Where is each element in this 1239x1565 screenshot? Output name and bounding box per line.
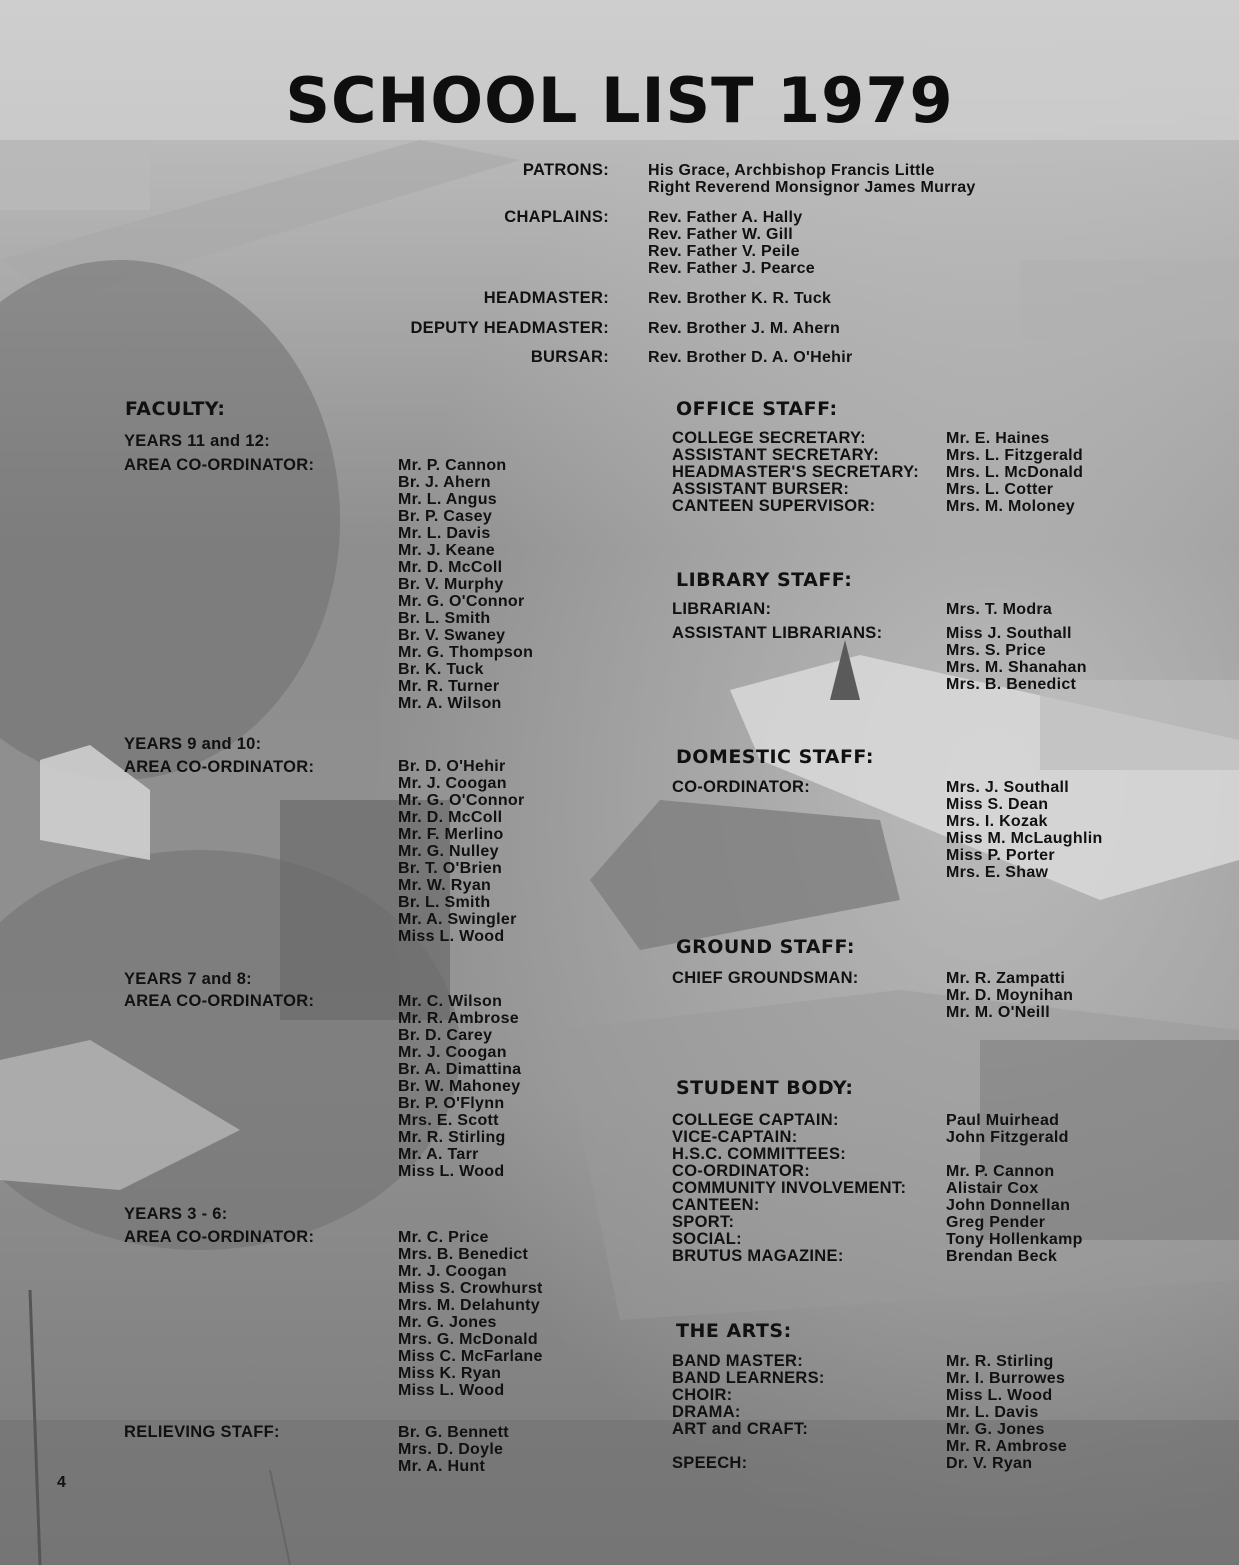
staff-name: Mr. M. O'Neill — [946, 1004, 1051, 1021]
role-label: DRAMA: — [672, 1403, 741, 1421]
years-11-12-staff-list — [398, 457, 533, 712]
faculty-heading: FACULTY: — [125, 398, 226, 420]
chaplain-name: Rev. Father J. Pearce — [648, 260, 815, 277]
staff-name: Mr. E. Haines — [946, 430, 1050, 447]
staff-name: Mr. A. Swingler — [398, 911, 517, 928]
staff-name: Miss S. Crowhurst — [398, 1280, 543, 1297]
student-name: Tony Hollenkamp — [946, 1231, 1083, 1248]
chaplain-name: Rev. Father W. Gill — [648, 226, 793, 243]
office-staff-names — [946, 430, 1083, 515]
bursar-name: Rev. Brother D. A. O'Hehir — [648, 349, 853, 366]
years-7-8-coordinator-label: AREA CO-ORDINATOR: — [124, 992, 315, 1010]
staff-name: Mr. C. Price — [398, 1229, 489, 1246]
years-3-6-title: YEARS 3 - 6: — [124, 1205, 228, 1223]
role-label: VICE-CAPTAIN: — [672, 1128, 798, 1146]
staff-name: Br. D. Carey — [398, 1027, 493, 1044]
patron-name: Right Reverend Monsignor James Murray — [648, 179, 976, 196]
staff-name: Br. D. O'Hehir — [398, 758, 506, 775]
role-label: CANTEEN: — [672, 1196, 760, 1214]
staff-name: Mrs. M. Shanahan — [946, 659, 1087, 676]
role-label: ART and CRAFT: — [672, 1420, 809, 1438]
student-name: Mr. P. Cannon — [946, 1163, 1055, 1180]
page-title: SCHOOL LIST 1979 — [285, 64, 954, 137]
staff-name: Miss C. McFarlane — [398, 1348, 543, 1365]
staff-name: Mr. J. Coogan — [398, 1263, 507, 1280]
student-name: Greg Pender — [946, 1214, 1046, 1231]
role-label: SPEECH: — [672, 1454, 748, 1472]
staff-name: Mr. J. Keane — [398, 542, 495, 559]
staff-name: Mr. D. Moynihan — [946, 987, 1074, 1004]
years-11-12-coordinator-label: AREA CO-ORDINATOR: — [124, 456, 315, 474]
ground-staff-list — [946, 970, 1073, 1021]
staff-name: Miss L. Wood — [946, 1387, 1053, 1404]
staff-name: Br. V. Swaney — [398, 627, 506, 644]
role-label: BAND LEARNERS: — [672, 1369, 825, 1387]
staff-name: Br. K. Tuck — [398, 661, 484, 678]
deputy-headmaster-label: DEPUTY HEADMASTER: — [410, 319, 609, 337]
staff-name: Mrs. I. Kozak — [946, 813, 1048, 830]
years-3-6-staff-list — [398, 1229, 543, 1399]
staff-name: Mr. R. Stirling — [398, 1129, 506, 1146]
office-staff-heading: OFFICE STAFF: — [676, 398, 838, 420]
staff-name: Miss L. Wood — [398, 928, 505, 945]
assistant-librarians-list — [946, 625, 1087, 693]
student-name — [946, 1146, 1083, 1163]
headmaster-label: HEADMASTER: — [483, 289, 609, 307]
staff-name: Mr. R. Stirling — [946, 1353, 1054, 1370]
role-label: CANTEEN SUPERVISOR: — [672, 497, 876, 515]
staff-name: Mrs. D. Doyle — [398, 1441, 504, 1458]
chaplain-name: Rev. Father V. Peile — [648, 243, 800, 260]
staff-name: Dr. V. Ryan — [946, 1455, 1033, 1472]
bursar-label: BURSAR: — [530, 348, 609, 366]
staff-name: Br. L. Smith — [398, 610, 491, 627]
chaplains-list — [648, 209, 815, 277]
staff-name: Br. L. Smith — [398, 894, 491, 911]
student-names — [946, 1112, 1083, 1265]
staff-name: Mr. D. McColl — [398, 559, 503, 576]
staff-name: Mrs. L. Cotter — [946, 481, 1054, 498]
staff-name: Mr. G. Nulley — [398, 843, 499, 860]
library-staff-heading: LIBRARY STAFF: — [676, 569, 853, 591]
staff-name: Mr. L. Davis — [946, 1404, 1039, 1421]
staff-name: Mr. G. Jones — [398, 1314, 497, 1331]
librarian-label: LIBRARIAN: — [672, 600, 772, 618]
relieving-staff-label: RELIEVING STAFF: — [124, 1423, 280, 1441]
role-label: HEADMASTER'S SECRETARY: — [672, 463, 920, 481]
staff-name: Miss S. Dean — [946, 796, 1049, 813]
staff-name: Mr. F. Merlino — [398, 826, 504, 843]
years-3-6-coordinator-label: AREA CO-ORDINATOR: — [124, 1228, 315, 1246]
role-label: CO-ORDINATOR: — [672, 1162, 811, 1180]
student-name: John Fitzgerald — [946, 1129, 1069, 1146]
staff-name: Br. T. O'Brien — [398, 860, 503, 877]
student-name: Paul Muirhead — [946, 1112, 1060, 1129]
staff-name: Mr. A. Tarr — [398, 1146, 479, 1163]
staff-name: Br. G. Bennett — [398, 1424, 509, 1441]
deputy-headmaster-name: Rev. Brother J. M. Ahern — [648, 320, 841, 337]
staff-name: Mr. R. Ambrose — [398, 1010, 519, 1027]
staff-name: Mr. R. Ambrose — [946, 1438, 1067, 1455]
staff-name: Br. P. O'Flynn — [398, 1095, 505, 1112]
staff-name: Miss L. Wood — [398, 1382, 505, 1399]
staff-name: Mr. C. Wilson — [398, 993, 503, 1010]
student-name: John Donnellan — [946, 1197, 1071, 1214]
staff-name: Miss P. Porter — [946, 847, 1055, 864]
staff-name: Mr. A. Hunt — [398, 1458, 486, 1475]
staff-name: Br. V. Murphy — [398, 576, 504, 593]
role-label: COLLEGE CAPTAIN: — [672, 1111, 839, 1129]
domestic-coordinator-label: CO-ORDINATOR: — [672, 778, 811, 796]
staff-name: Mr. L. Angus — [398, 491, 498, 508]
staff-name: Mr. G. O'Connor — [398, 792, 525, 809]
student-body-heading: STUDENT BODY: — [676, 1077, 854, 1099]
staff-name: Mr. I. Burrowes — [946, 1370, 1066, 1387]
student-roles — [672, 1112, 906, 1265]
staff-name: Mrs. J. Southall — [946, 779, 1070, 796]
years-9-10-title: YEARS 9 and 10: — [124, 735, 262, 753]
role-label: ASSISTANT BURSER: — [672, 480, 850, 498]
staff-name: Mr. J. Coogan — [398, 1044, 507, 1061]
ground-staff-heading: GROUND STAFF: — [676, 936, 855, 958]
headmaster-name: Rev. Brother K. R. Tuck — [648, 290, 832, 307]
chaplains-label: CHAPLAINS: — [504, 208, 609, 226]
role-label: COLLEGE SECRETARY: — [672, 429, 866, 447]
staff-name: Mr. J. Coogan — [398, 775, 507, 792]
role-label — [672, 1438, 825, 1455]
staff-name: Mr. R. Turner — [398, 678, 500, 695]
assistant-librarians-label: ASSISTANT LIBRARIANS: — [672, 624, 883, 642]
staff-name: Mrs. B. Benedict — [946, 676, 1077, 693]
the-arts-heading: THE ARTS: — [676, 1320, 792, 1342]
staff-name: Br. A. Dimattina — [398, 1061, 522, 1078]
staff-name: Miss M. McLaughlin — [946, 830, 1103, 847]
staff-name: Mrs. L. McDonald — [946, 464, 1084, 481]
years-9-10-staff-list — [398, 758, 525, 945]
staff-name: Miss J. Southall — [946, 625, 1072, 642]
student-name: Brendan Beck — [946, 1248, 1058, 1265]
staff-name: Miss K. Ryan — [398, 1365, 502, 1382]
role-label: CHOIR: — [672, 1386, 733, 1404]
staff-name: Mr. R. Zampatti — [946, 970, 1066, 987]
domestic-staff-heading: DOMESTIC STAFF: — [676, 746, 874, 768]
staff-name: Br. P. Casey — [398, 508, 493, 525]
staff-name: Mrs. M. Moloney — [946, 498, 1075, 515]
staff-name: Mrs. S. Price — [946, 642, 1046, 659]
arts-names — [946, 1353, 1067, 1472]
role-label: BAND MASTER: — [672, 1352, 804, 1370]
domestic-staff-list — [946, 779, 1103, 881]
years-11-12-title: YEARS 11 and 12: — [124, 432, 271, 450]
role-label: COMMUNITY INVOLVEMENT: — [672, 1179, 907, 1197]
staff-name: Mr. W. Ryan — [398, 877, 492, 894]
staff-name: Mr. G. Thompson — [398, 644, 534, 661]
role-label: H.S.C. COMMITTEES: — [672, 1145, 847, 1163]
staff-name: Mr. G. Jones — [946, 1421, 1045, 1438]
patrons-label: PATRONS: — [522, 161, 609, 179]
student-name: Alistair Cox — [946, 1180, 1039, 1197]
role-label: BRUTUS MAGAZINE: — [672, 1247, 844, 1265]
staff-name: Br. J. Ahern — [398, 474, 491, 491]
staff-name: Mrs. G. McDonald — [398, 1331, 538, 1348]
role-label: SPORT: — [672, 1213, 735, 1231]
staff-name: Mrs. E. Scott — [398, 1112, 499, 1129]
role-label: SOCIAL: — [672, 1230, 742, 1248]
page-number: 4 — [57, 1474, 66, 1491]
arts-roles — [672, 1353, 825, 1472]
staff-name: Miss L. Wood — [398, 1163, 505, 1180]
librarian-name: Mrs. T. Modra — [946, 601, 1053, 618]
years-7-8-title: YEARS 7 and 8: — [124, 970, 252, 988]
staff-name: Mr. G. O'Connor — [398, 593, 525, 610]
chaplain-name: Rev. Father A. Hally — [648, 209, 803, 226]
staff-name: Mrs. B. Benedict — [398, 1246, 529, 1263]
staff-name: Mrs. E. Shaw — [946, 864, 1049, 881]
years-7-8-staff-list — [398, 993, 521, 1180]
office-staff-roles — [672, 430, 919, 515]
patrons-list — [648, 162, 976, 196]
staff-name: Br. W. Mahoney — [398, 1078, 521, 1095]
staff-name: Mrs. L. Fitzgerald — [946, 447, 1083, 464]
staff-name: Mr. A. Wilson — [398, 695, 502, 712]
staff-name: Mr. L. Davis — [398, 525, 491, 542]
patron-name: His Grace, Archbishop Francis Little — [648, 162, 935, 179]
staff-name: Mr. P. Cannon — [398, 457, 507, 474]
staff-name: Mrs. M. Delahunty — [398, 1297, 541, 1314]
staff-name: Mr. D. McColl — [398, 809, 503, 826]
relieving-staff-list — [398, 1424, 509, 1475]
role-label: ASSISTANT SECRETARY: — [672, 446, 880, 464]
chief-groundsman-label: CHIEF GROUNDSMAN: — [672, 969, 859, 987]
years-9-10-coordinator-label: AREA CO-ORDINATOR: — [124, 758, 315, 776]
